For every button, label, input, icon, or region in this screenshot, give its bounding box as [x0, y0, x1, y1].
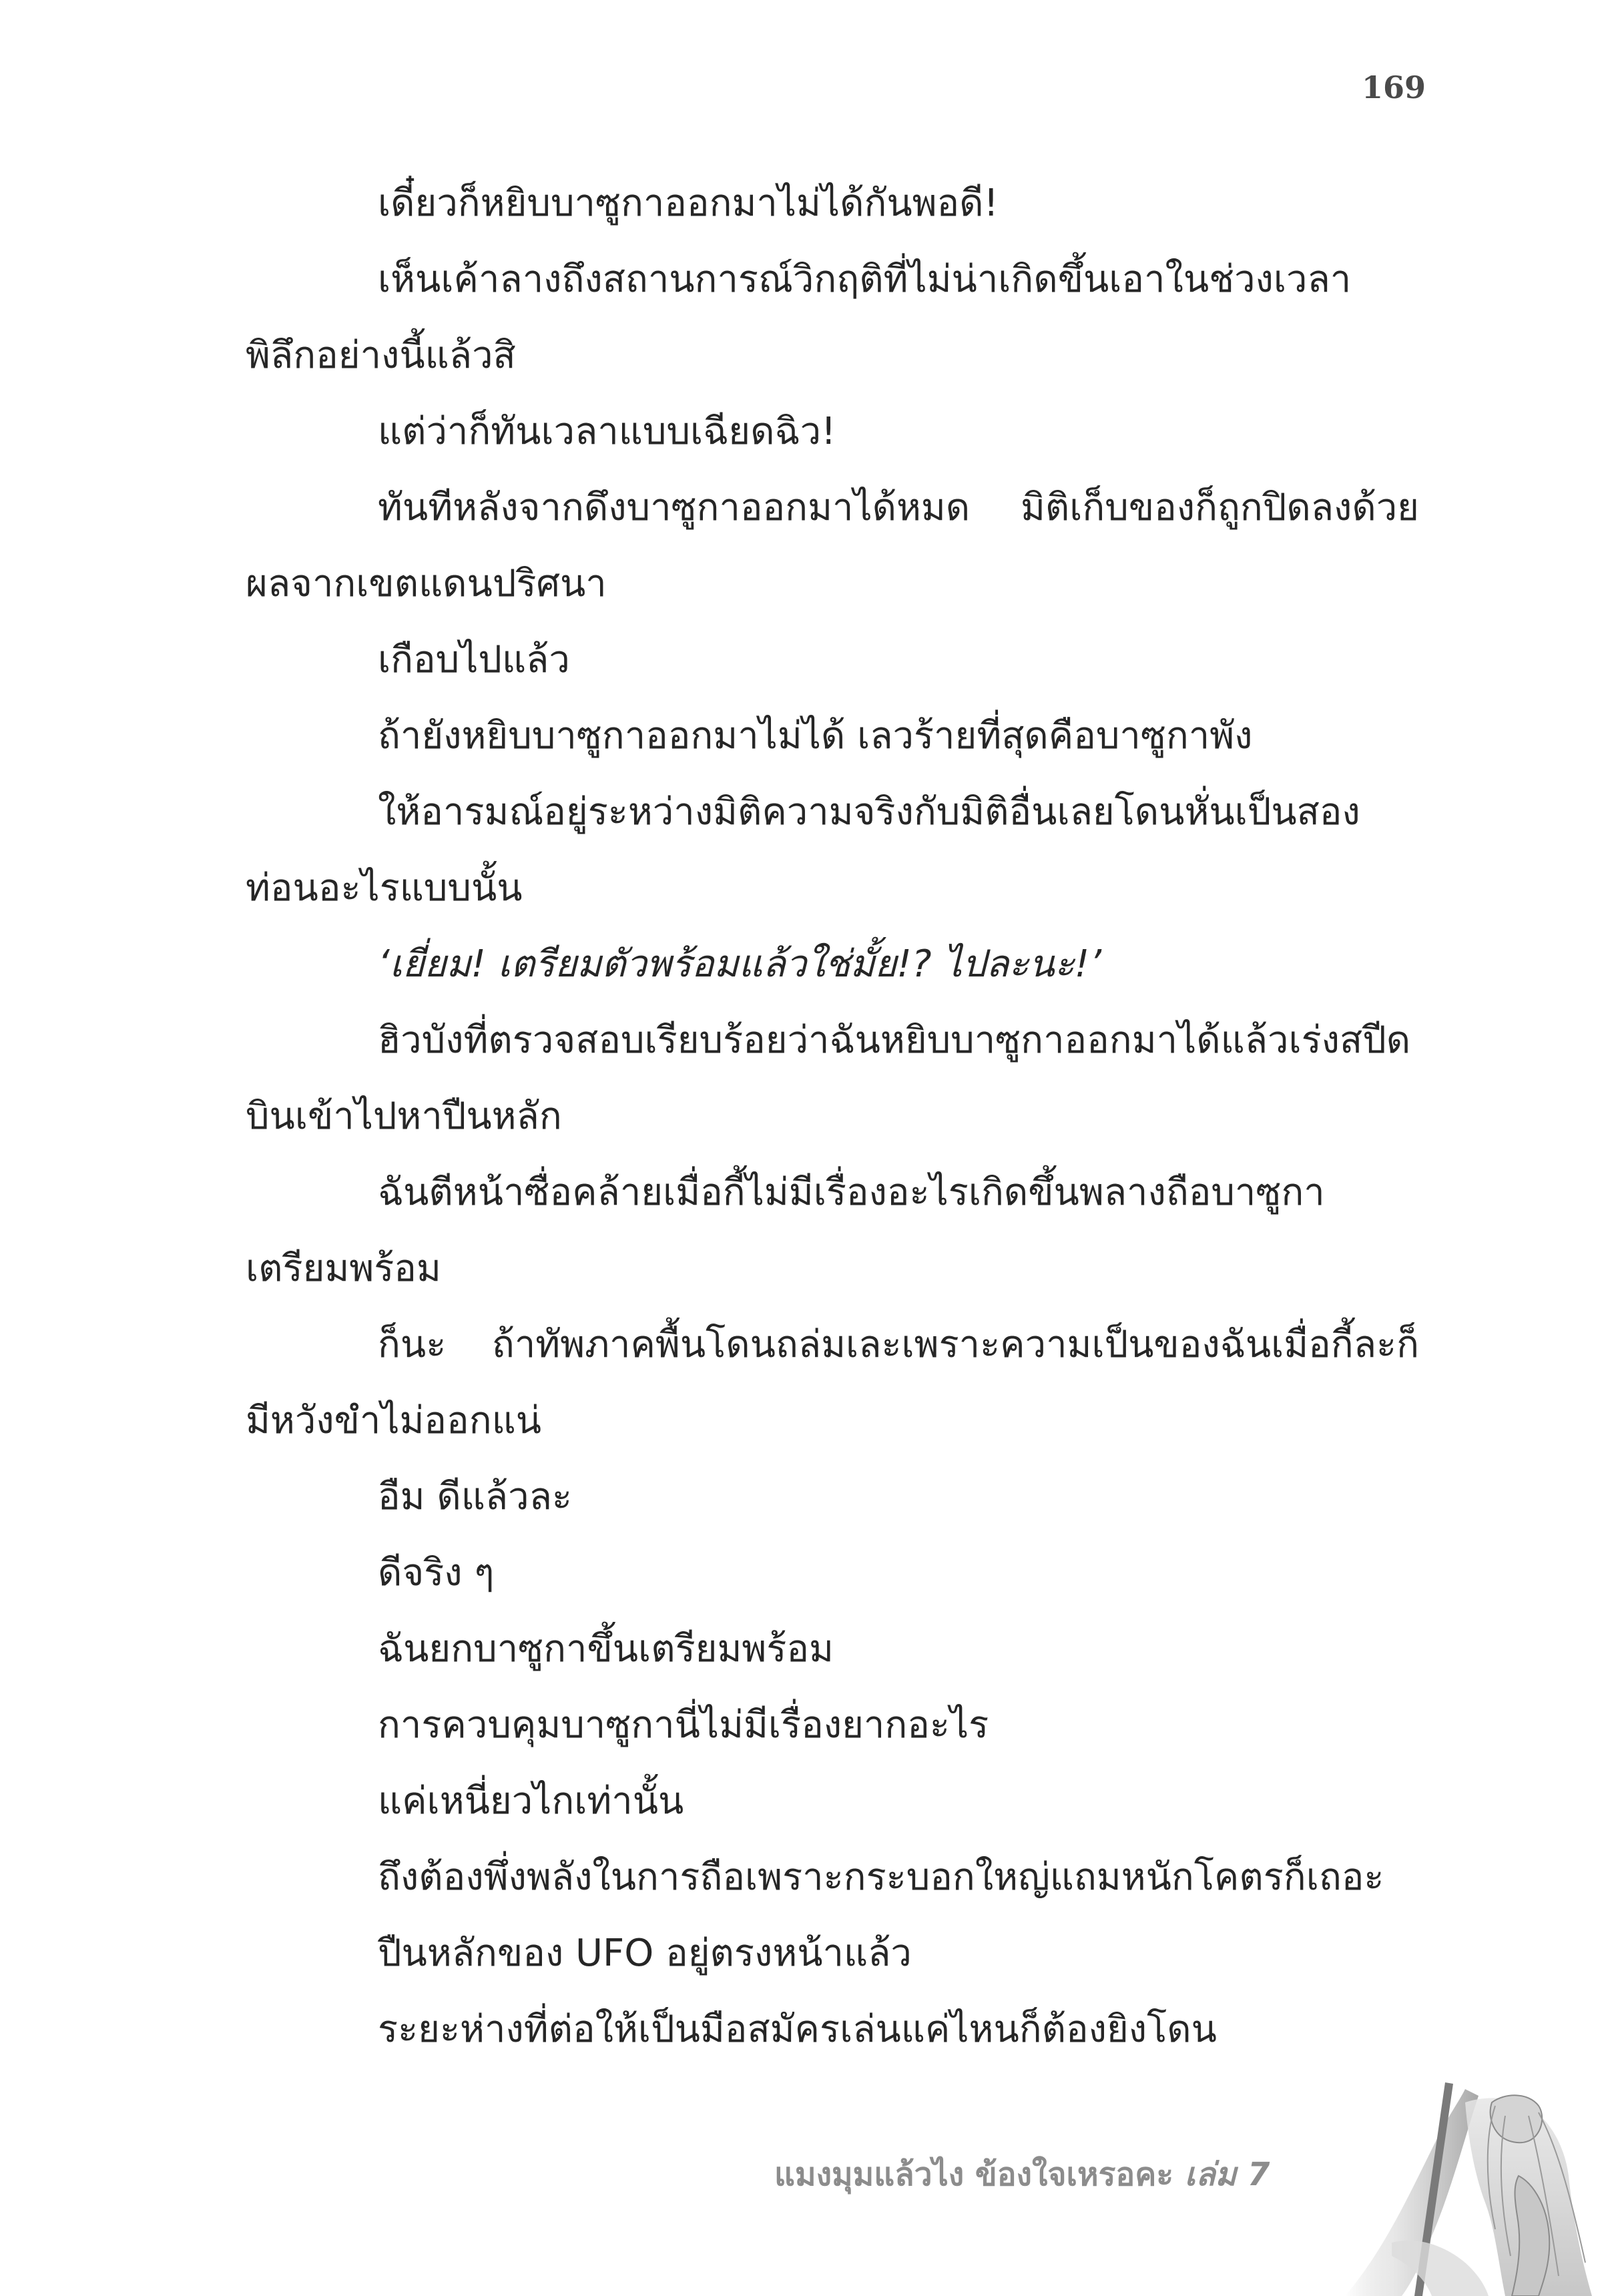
- running-footer: [774, 2149, 1270, 2200]
- paragraph: เกือบไปแล้ว: [378, 638, 570, 681]
- paragraph: เดี๋ยวก็หยิบบาซูกาออกมาไม่ได้กันพอดี!: [378, 182, 999, 225]
- page-number: 169: [1361, 69, 1426, 105]
- paragraph: ดีจริง ๆ: [378, 1551, 495, 1595]
- paragraph: ถึงต้องพึ่งพลังในการถือเพราะกระบอกใหญ่แถมหนักโคตรก็เถอะ: [378, 1855, 1384, 1899]
- paragraph: การควบคุมบาซูกานี่ไม่มีเรื่องยากอะไร: [378, 1703, 989, 1747]
- paragraph: เห็นเค้าลางถึงสถานการณ์วิกฤติที่ไม่น่าเกิดขึ้นเอาในช่วงเวลาพิลึกอย่างนี้แล้วสิ: [246, 258, 1352, 377]
- paragraph: ฉันยกบาซูกาขึ้นเตรียมพร้อม: [378, 1627, 834, 1671]
- paragraph: ถ้ายังหยิบบาซูกาออกมาไม่ได้ เลวร้ายที่สุดคือบาซูกาพัง: [378, 714, 1253, 758]
- paragraph: ให้อารมณ์อยู่ระหว่างมิติความจริงกับมิติอื่นเลยโดนหั่นเป็นสองท่อนอะไรแบบนั้น: [246, 790, 1360, 910]
- body-text: [246, 166, 1419, 2068]
- character-illustration: [1265, 2076, 1612, 2296]
- paragraph: ระยะห่างที่ต่อให้เป็นมือสมัครเล่นแค่ไหนก็ต้องยิงโดน: [378, 2008, 1217, 2051]
- paragraph: ปืนหลักของ UFO อยู่ตรงหน้าแล้ว: [378, 1932, 912, 1975]
- paragraph: แต่ว่าก็ทันเวลาแบบเฉียดฉิว!: [378, 410, 836, 453]
- paragraph: แค่เหนี่ยวไกเท่านั้น: [378, 1779, 684, 1823]
- paragraph: ฉันตีหน้าซื่อคล้ายเมื่อกี้ไม่มีเรื่องอะไรเกิดขึ้นพลางถือบาซูกาเตรียมพร้อม: [246, 1171, 1325, 1290]
- book-title: แมงมุมแล้วไง ข้องใจเหรอคะ: [774, 2156, 1174, 2193]
- dialogue-paragraph: ‘เยี่ยม! เตรียมตัวพร้อมแล้วใช่มั้ย!? ไปละนะ!’: [378, 942, 1102, 986]
- paragraph: ทันทีหลังจากดึงบาซูกาออกมาได้หมด มิติเก็บของก็ถูกปิดลงด้วยผลจากเขตแดนปริศนา: [246, 486, 1419, 605]
- paragraph: ก็นะ ถ้าทัพภาคพื้นโดนถล่มเละเพราะความเป็นของฉันเมื่อกี้ละก็ มีหวังขำไม่ออกแน่: [246, 1323, 1419, 1442]
- paragraph: ฮิวบังที่ตรวจสอบเรียบร้อยว่าฉันหยิบบาซูกาออกมาได้แล้วเร่งสปีดบินเข้าไปหาปืนหลัก: [246, 1019, 1411, 1138]
- paragraph: อืม ดีแล้วละ: [378, 1475, 572, 1518]
- volume-label: เล่ม 7: [1184, 2156, 1270, 2193]
